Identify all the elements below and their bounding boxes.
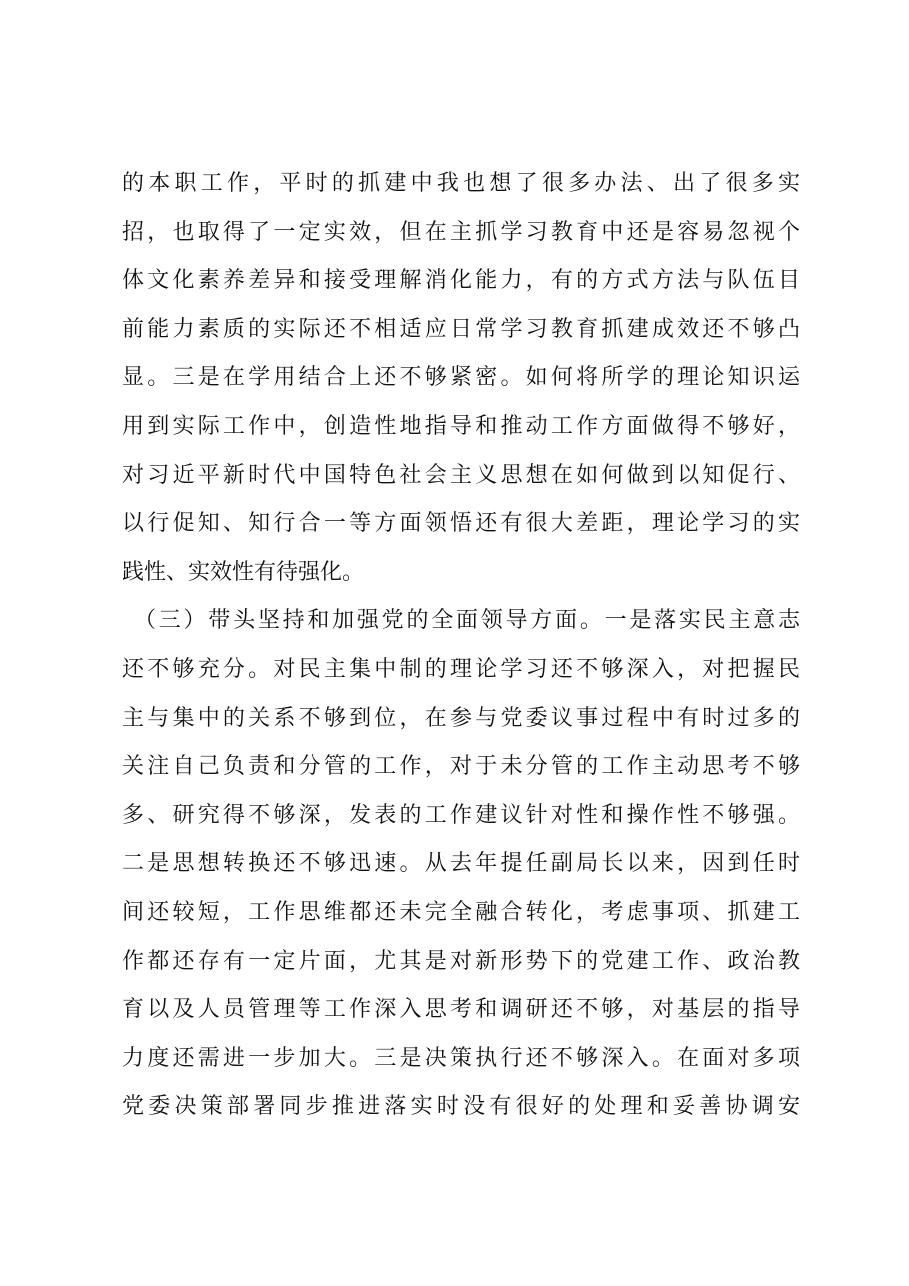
text-line-18: 育以及人员管理等工作深入思考和调研还不够，对基层的指导 [122, 997, 800, 1023]
text-line-2: 招，也取得了一定实效，但在主抓学习教育中还是容易忽视个 [122, 219, 800, 245]
text-line-14: 多、研究得不够深，发表的工作建议针对性和操作性不够强。 [122, 802, 800, 828]
section-heading-line: （三）带头坚持和加强党的全面领导方面。一是落实民主意志 [134, 608, 800, 634]
text-line-13: 关注自己负责和分管的工作，对于未分管的工作主动思考不够 [122, 754, 800, 780]
text-line-17: 作都还存有一定片面，尤其是对新形势下的党建工作、政治教 [122, 948, 800, 974]
text-line-7: 对习近平新时代中国特色社会主义思想在如何做到以知促行、 [122, 462, 800, 488]
text-line-16: 间还较短，工作思维都还未完全融合转化，考虑事项、抓建工 [122, 899, 800, 925]
text-line-6: 用到实际工作中，创造性地指导和推动工作方面做得不够好， [122, 413, 800, 439]
text-line-9: 践性、实效性有待强化。 [122, 559, 365, 585]
text-line-20: 党委决策部署同步推进落实时没有很好的处理和妥善协调安 [122, 1094, 800, 1120]
text-line-5: 显。三是在学用结合上还不够紧密。如何将所学的理论知识运 [122, 365, 800, 391]
text-line-11: 还不够充分。对民主集中制的理论学习还不够深入，对把握民 [122, 656, 800, 682]
text-line-19: 力度还需进一步加大。三是决策执行还不够深入。在面对多项 [122, 1045, 800, 1071]
text-line-8: 以行促知、知行合一等方面领悟还有很大差距，理论学习的实 [122, 511, 800, 537]
text-line-1: 的本职工作，平时的抓建中我也想了很多办法、出了很多实 [122, 171, 800, 196]
text-line-4: 前能力素质的实际还不相适应日常学习教育抓建成效还不够凸 [122, 316, 800, 342]
text-line-12: 主与集中的关系不够到位，在参与党委议事过程中有时过多的 [122, 705, 800, 731]
body-text [122, 160, 800, 1132]
text-line-3: 体文化素养差异和接受理解消化能力，有的方式方法与队伍目 [122, 268, 800, 294]
text-line-15: 二是思想转换还不够迅速。从去年提任副局长以来，因到任时 [122, 851, 800, 877]
